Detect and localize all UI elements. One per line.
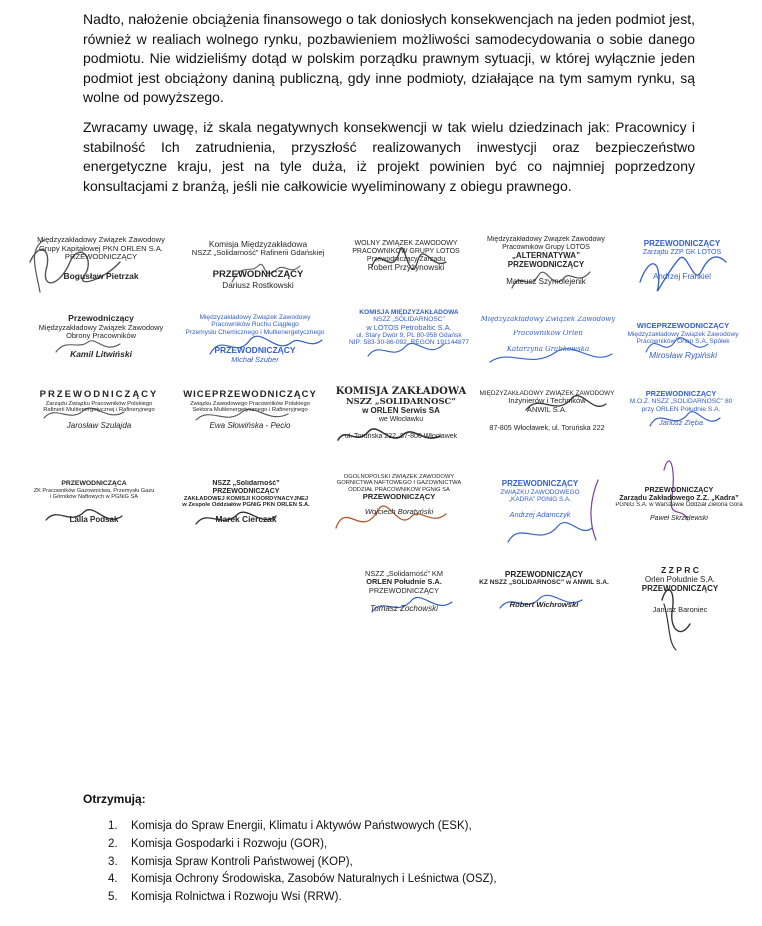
stamp-line: ZK Pracowników Gazownictwa, Przemysłu Gazu (33, 487, 155, 494)
stamp-signatory-name: Michał Szuber (231, 355, 279, 364)
stamp-line: PRZEWODNICZĄCY (39, 390, 159, 400)
stamp-line: w ORLEN Serwis SA (362, 406, 440, 415)
stamp-line: MIĘDZYZAKŁADOWY ZWIĄZEK ZAWODOWY (479, 390, 615, 397)
list-item (108, 889, 497, 907)
stamp-line: M.O.Z. NSZZ „SOLIDARNOŚĆ” 80 (629, 398, 733, 406)
list-item-text: Komisja Ochrony Środowiska, Zasobów Naturalnych i Leśnictwa (OSZ), (131, 873, 497, 886)
stamp-line: Grupy Kapitałowej PKN ORLEN S.A. (38, 244, 164, 253)
stamp-line: PRZEWODNICZĄCY (643, 240, 721, 248)
stamp-line (26, 340, 176, 350)
stamp-line: Komisja Międzyzakładowa (208, 240, 308, 249)
list-item-text: Komisja Rolnictwa i Rozwoju Wsi (RRW). (131, 891, 342, 904)
stamp-line: Orlen Południe S.A. (644, 575, 716, 584)
signature-stamp (26, 236, 176, 281)
list-number: 3. (108, 855, 118, 868)
stamp-line: KOMISJA ZAKŁADOWA (335, 386, 467, 397)
signature-stamp (614, 566, 746, 614)
stamp-line: NSZZ „Solidarność” Rafinerii Gdańskiej (191, 249, 325, 258)
signature-stamp (340, 309, 478, 347)
stamp-signatory-name: Lalla Podsak (69, 516, 119, 525)
stamp-line: ZAKŁADOWEJ KOMISJI KOORDYNACYJNEJ (183, 495, 309, 502)
list-item-text: Komisja Gospodarki i Rozwoju (GOR), (131, 837, 328, 850)
stamp-line: NSZZ „SOLIDARNOŚĆ” (373, 316, 445, 324)
stamp-line: PRZEWODNICZĄCY (64, 253, 138, 261)
stamp-line: Pracowników Orlen (513, 329, 583, 337)
list-item (108, 818, 497, 836)
list-item (108, 836, 497, 854)
stamp-line (26, 262, 176, 272)
stamp-line: Międzyzakładowy Związek Zawodowy (627, 330, 739, 338)
stamp-line: WOLNY ZWIĄZEK ZAWODOWY (354, 240, 458, 247)
stamp-signatory-name: Tomasz Żochowski (370, 604, 438, 613)
stamp-line: Zarządu Zakładowego Z.Z. „Kadra” (619, 494, 739, 503)
signature-stamp (474, 570, 614, 609)
stamp-line: 87-805 Włocławek, ul. Toruńska 222 (489, 424, 605, 433)
stamp-line: ODDZIAŁ PRACOWNIKÓW PGNiG SA (348, 486, 450, 493)
stamp-line: Międzyzakładowy Związek Zawodowy (199, 314, 311, 321)
stamp-line: PRZEWODNICZĄCY (645, 390, 717, 398)
stamp-line: ul. Stary Dwór 9, PL 80-958 Gdańsk (356, 332, 462, 340)
stamp-signatory-name: Andrzej Adamczyk (509, 511, 571, 520)
stamp-line: PRZEWODNICZĄCY (212, 487, 280, 495)
stamp-line: Zarządu Związku Pracowników Polskiego (45, 400, 153, 407)
stamp-line: OGÓLNOPOLSKI ZWIĄZEK ZAWODOWY (343, 474, 455, 480)
stamp-line: przy ORLEN Południe S.A. (641, 405, 721, 413)
body-paragraph-2: Zwracamy uwagę, iż skala negatywnych konsekwencji w tak wielu dziedzinach jak: Pracownicy i stabilność Ich zatrudnienia, przyszłość realizowanych inwestycji oraz bezpieczeństwo energetyczne kraju, jest na tyle duża, iż projekt powinien być co najmniej poprzedzony konsultacjami z branżą, jeśli nie całkowicie wyeliminowany z obiegu prawnego. (83, 119, 695, 194)
signature-stamp (188, 240, 328, 290)
stamp-line: Z Z P R C (660, 566, 700, 575)
stamp-line: PRZEWODNICZĄCY (504, 570, 584, 579)
stamp-line (188, 258, 328, 270)
stamp-line: PRZEWODNICZĄCY (368, 586, 440, 595)
signature-stamp (170, 390, 330, 431)
stamp-line: PGNiG S.A. w Warszawie Oddział Zielona Góra (615, 502, 743, 509)
stamp-line (170, 414, 330, 422)
stamp-signatory-name: Andrzej Frankiel (653, 272, 711, 281)
stamp-line (476, 270, 616, 278)
stamp-line: PRZEWODNICZĄCY (214, 346, 296, 356)
stamp-line: ORLEN Południe S.A. (366, 578, 442, 587)
stamp-line: ZWIĄZKU ZAWODOWEGO (500, 488, 580, 496)
stamp-line: Międzyzakładowy Związek Zawodowy (38, 323, 164, 332)
stamp-line: NSZZ „Solidarność” KM (364, 570, 444, 578)
stamp-line: Obrony Pracowników (66, 331, 136, 340)
stamp-signatory-name: Paweł Skrzelewski (650, 514, 708, 522)
stamp-line: we Włocławku (378, 415, 424, 423)
signature-stamp (334, 570, 474, 614)
stamp-signatory-name: Janusz Baroniec (652, 605, 708, 614)
stamp-line (474, 587, 614, 601)
stamp-line: NSZZ „SOLIDARNOŚĆ” (345, 397, 457, 407)
stamp-line (334, 595, 474, 605)
signature-stamp (166, 480, 326, 524)
stamp-line: WICEPRZEWODNICZĄCY (636, 322, 730, 330)
stamp-line: Pracowników Grupy LOTOS (502, 243, 590, 251)
signature-stamp (340, 240, 472, 273)
stamp-line: PRACOWNIKÓW GRUPY LOTOS (352, 247, 460, 255)
stamp-signatory-name: Marek Cierczak (215, 514, 277, 524)
stamp-line (22, 500, 166, 510)
list-item-text: Komisja do Spraw Energii, Klimatu i Aktywów Państwowych (ESK), (131, 820, 472, 832)
stamp-line: Pracowników Orlen S.A. Spółek (636, 337, 730, 345)
stamp-line: GÓRNICTWA NAFTOWEGO I GAZOWNICTWA (336, 480, 462, 487)
stamp-line: i Górników Naftowych w PGNiG SA (50, 493, 138, 500)
stamp-signatory-name: Wojciech Boratyński (364, 507, 434, 516)
signature-stamp (24, 390, 174, 431)
stamp-signatory-name: Kamil Litwiński (70, 350, 132, 360)
list-number: 1. (108, 820, 118, 832)
signature-stamp (472, 390, 622, 432)
signature-stamp (476, 236, 616, 287)
stamp-signatory-name: Bogusław Pietrzak (63, 271, 139, 281)
stamp-line: ul. Toruńska 222, 87-800 Włocławek (344, 433, 458, 441)
stamp-line: Pracowników Ruchu Ciągłego (211, 321, 299, 329)
signature-stamp (26, 314, 176, 360)
stamp-line: Inżynierów i Techników (508, 397, 586, 406)
stamp-line: w LOTOS Petrobaltic S.A. (366, 323, 452, 332)
signature-stamp (22, 480, 166, 525)
stamp-line: PRZEWODNICZĄCY (501, 480, 579, 488)
stamp-line: WICEPRZEWODNICZĄCY (183, 390, 317, 400)
stamp-line: PRZEWODNICZĄCY (641, 584, 719, 593)
stamp-line: PRZEWODNICZĄCY (212, 269, 304, 280)
stamp-signatory-name: Dariusz Rostkowski (222, 280, 294, 290)
stamp-signatory-name: Robert Wichrowski (509, 600, 579, 609)
stamp-line: Przemysłu Chemicznego i Multienergetycznego (185, 328, 325, 336)
signature-stamp (608, 486, 750, 523)
stamp-line (618, 257, 746, 273)
stamp-signatory-name: Janusz Zięba (659, 419, 703, 428)
stamp-signatory-name: Robert Przyżynowski (367, 263, 445, 273)
signature-stamp (318, 474, 480, 516)
signature-stamp (470, 480, 610, 520)
stamp-line: NIP: 583-30-86-092, REGON 191144877 (348, 339, 470, 347)
stamp-line (170, 336, 340, 346)
stamp-line: „ALTERNATYWA” (511, 251, 581, 260)
signature-stamp (618, 240, 746, 282)
stamp-line: PRZEWODNICZĄCY (507, 260, 585, 269)
stamp-signatory-name: Jarosław Szulajda (66, 421, 132, 430)
stamp-signatory-name: Katarzyna Grabkowska (506, 345, 590, 353)
stamp-line: KZ NSZZ „SOLIDARNOŚĆ” w ANWIL S.A. (479, 579, 609, 587)
stamp-line: w Zespole Oddziałów PGNiG PKN ORLEN S.A. (182, 502, 310, 509)
signature-stamp (170, 314, 340, 364)
stamp-line: Międzyzakładowy Związek Zawodowy (37, 236, 165, 244)
stamp-line: ANWIL S.A. (526, 405, 568, 414)
stamp-line: PRZEWODNICZĄCA (61, 480, 127, 487)
list-number: 4. (108, 873, 118, 886)
signature-stamp (328, 386, 474, 441)
recipients-list (108, 818, 497, 907)
stamp-line: Sektora Multienergetycznego i Rafineryjnego (192, 407, 308, 414)
stamp-line: „KADRA” PGNiG S.A. (508, 496, 572, 504)
stamp-line: KOMISJA MIĘDZYZAKŁADOWA (359, 309, 459, 316)
stamp-line: Przewodniczący Zarządu (366, 255, 446, 263)
stamp-line: Rafinerii Multienergetycznej i Rafineryjnego (43, 407, 155, 414)
stamp-line (470, 503, 610, 511)
stamp-line: NSZZ „Solidarność” (212, 480, 280, 487)
signature-stamp (480, 316, 616, 353)
stamp-line: Związku Zawodowego Pracowników Polskiego (190, 400, 310, 407)
list-item-text: Komisja Spraw Kontroli Państwowej (KOP), (131, 855, 353, 868)
list-item (108, 854, 497, 872)
signature-stamp (618, 322, 748, 361)
list-number: 2. (108, 837, 118, 850)
recipients-title: Otrzymują: (83, 792, 146, 806)
stamp-line: Międzyzakładowy Związek Zawodowy (480, 316, 616, 323)
list-item (108, 871, 497, 889)
stamp-line: Międzyzakładowy Związek Zawodowy (487, 236, 605, 243)
stamp-line: PRZEWODNICZĄCY (644, 486, 714, 494)
stamp-line (24, 414, 174, 422)
stamp-line: PRZEWODNICZĄCY (362, 493, 436, 502)
signature-stamp (616, 390, 746, 427)
stamp-line: Przewodniczący (68, 314, 134, 323)
stamp-signatory-name: Mateusz Szymolejenik (506, 277, 586, 286)
stamp-signatory-name: Mirosław Rypiński (648, 351, 717, 361)
stamp-signatory-name: Ewa Słowińska - Pecio (209, 421, 291, 430)
stamp-line (614, 594, 746, 602)
list-number: 5. (108, 891, 118, 904)
stamp-line: Zarządu ZZP GK LOTOS (642, 248, 722, 256)
body-paragraph-1: Nadto, nałożenie obciążenia finansowego o tak doniosłych konsekwencjach na jeden podmiot jest, również w realiach wolnego rynku, pozbawieniem możliwości samodecydowania o sobie danego podmiotu. Nie widzieliśmy dotąd w polskim porządku prawnym sytuacji, w której wyłącznie jeden podmiot jest obciążony daniną publiczną, gdy inne podmioty, działające na tym samym rynku, są wolne od powyższego. (83, 11, 695, 106)
